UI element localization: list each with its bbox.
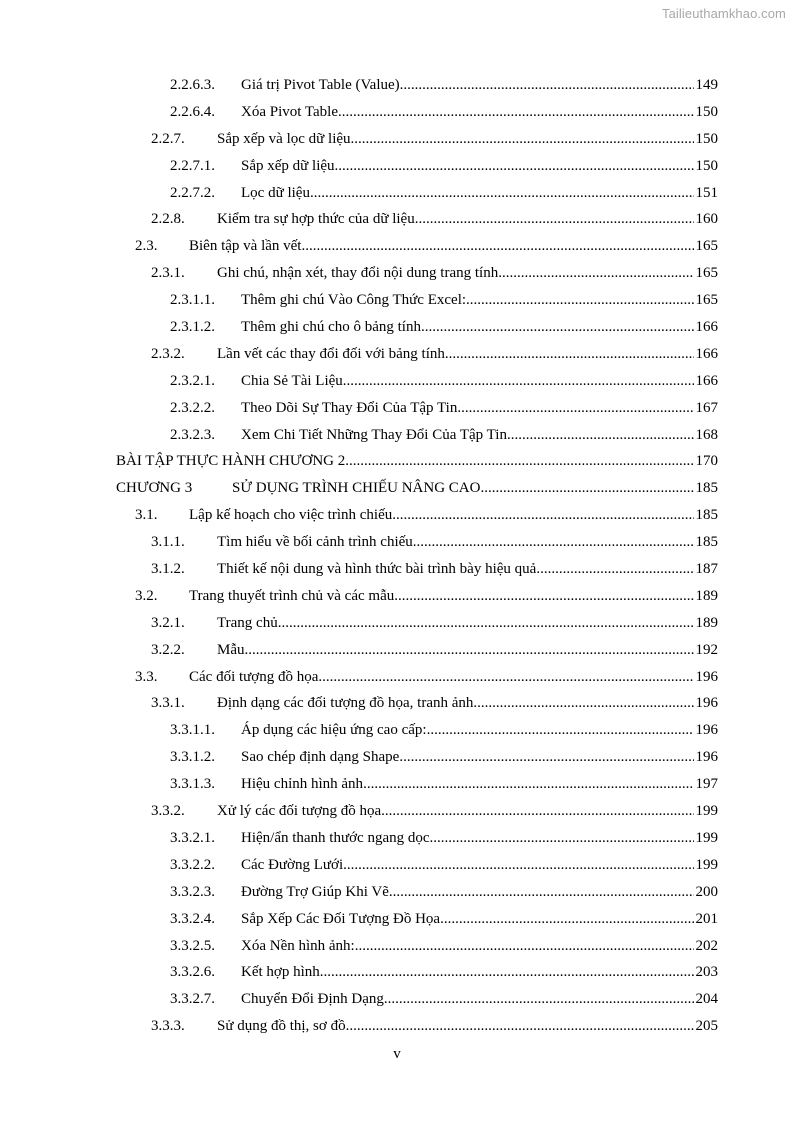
- toc-entry[interactable]: [0, 448, 794, 475]
- toc-entry[interactable]: [0, 72, 794, 99]
- dot-leader: [466, 287, 694, 314]
- toc-entry-title: Biên tập và lần vết: [189, 238, 302, 255]
- dot-leader: [355, 933, 694, 960]
- toc-entry-number: 3.3.2.2.: [170, 856, 215, 873]
- dot-leader: [335, 153, 694, 180]
- toc-entry-page: 196: [695, 744, 719, 771]
- toc-entry-page: 166: [695, 314, 719, 341]
- toc-entry[interactable]: [0, 502, 794, 529]
- toc-entry-page: 204: [695, 986, 719, 1013]
- toc-entry-title: Lần vết các thay đổi đối với bảng tính: [217, 345, 445, 362]
- toc-entry[interactable]: [0, 879, 794, 906]
- toc-entry[interactable]: [0, 959, 794, 986]
- toc-entry-title: Sao chép định dạng Shape: [241, 749, 400, 766]
- toc-entry-leader: [241, 314, 694, 341]
- toc-entry-leader: [189, 502, 694, 529]
- toc-entry-title: Trang chủ: [217, 614, 278, 631]
- toc-entry-leader: [241, 153, 694, 180]
- toc-entry-leader: [241, 852, 694, 879]
- toc-entry-title: Các đối tượng đồ họa: [189, 668, 319, 685]
- toc-entry-number: 2.2.7.: [151, 130, 185, 147]
- toc-entry[interactable]: [0, 314, 794, 341]
- toc-entry[interactable]: [0, 637, 794, 664]
- toc-entry-number: 3.2.: [135, 587, 158, 604]
- toc-entry-page: 185: [695, 475, 719, 502]
- toc-entry-page: 166: [695, 341, 719, 368]
- toc-entry-number: 3.2.2.: [151, 641, 185, 658]
- toc-entry[interactable]: [0, 529, 794, 556]
- dot-leader: [421, 314, 694, 341]
- dot-leader: [320, 959, 694, 986]
- toc-entry-page: 199: [695, 825, 719, 852]
- toc-entry-title: Tìm hiểu về bối cảnh trình chiếu: [217, 534, 413, 551]
- toc-entry-number: 3.3.2.3.: [170, 883, 215, 900]
- toc-entry-title: Sắp xếp và lọc dữ liệu: [217, 130, 351, 147]
- toc-entry-title: Chuyển Đổi Định Dạng: [241, 991, 384, 1008]
- dot-leader: [301, 233, 694, 260]
- toc-entry-title: Sử dụng đồ thị, sơ đồ: [217, 1018, 346, 1035]
- toc-entry-page: 202: [695, 933, 719, 960]
- dot-leader: [415, 206, 694, 233]
- toc-entry-number: 2.2.6.3.: [170, 77, 215, 93]
- toc-entry-number: 3.3.1.3.: [170, 776, 215, 793]
- toc-entry-number: 2.3.1.1.: [170, 292, 215, 309]
- toc-entry-leader: [241, 771, 694, 798]
- toc-entry-title: Trang thuyết trình chủ và các mẫu: [189, 587, 395, 604]
- toc-entry-page: 166: [695, 368, 719, 395]
- toc-entry-page: 151: [695, 180, 719, 207]
- dot-leader: [399, 744, 694, 771]
- dot-leader: [351, 126, 694, 153]
- dot-leader: [400, 72, 694, 99]
- toc-entry-title: Đường Trợ Giúp Khi Vẽ: [241, 883, 389, 900]
- toc-entry-leader: [241, 368, 694, 395]
- toc-entry-page: 167: [695, 395, 719, 422]
- dot-leader: [363, 771, 694, 798]
- toc-entry-leader: [217, 529, 694, 556]
- dot-leader: [245, 637, 695, 664]
- toc-entry-title: Hiệu chỉnh hình ảnh: [241, 776, 364, 793]
- toc-entry-leader: [241, 99, 694, 126]
- toc-entry-page: 150: [695, 126, 719, 153]
- toc-entry-leader: [241, 395, 694, 422]
- toc-entry-number: 2.2.8.: [151, 211, 185, 228]
- toc-entry[interactable]: [0, 260, 794, 287]
- toc-entry-number: 3.3.2.1.: [170, 829, 215, 846]
- toc-entry-title: BÀI TẬP THỰC HÀNH CHƯƠNG 2: [116, 453, 346, 470]
- dot-leader: [310, 180, 694, 207]
- dot-leader: [473, 690, 694, 717]
- toc-entry[interactable]: [0, 341, 794, 368]
- toc-entry-leader: [217, 610, 694, 637]
- toc-entry-leader: [241, 422, 694, 449]
- toc-entry-page: 185: [695, 529, 719, 556]
- toc-entry-page: 196: [695, 690, 719, 717]
- toc-entry-number: 3.1.2.: [151, 561, 185, 578]
- dot-leader: [480, 475, 694, 502]
- dot-leader: [346, 1013, 694, 1040]
- toc-entry-number: 2.3.2.2.: [170, 399, 215, 416]
- watermark-text: Tailieuthamkhao.com: [661, 6, 786, 21]
- toc-entry-number: 3.2.1.: [151, 614, 185, 631]
- toc-entry-title: Định dạng các đối tượng đồ họa, tranh ảnh: [217, 695, 474, 712]
- toc-entry[interactable]: [0, 99, 794, 126]
- dot-leader: [338, 99, 694, 126]
- toc-entry-leader: [241, 879, 694, 906]
- dot-leader: [384, 986, 694, 1013]
- toc-entry[interactable]: [0, 664, 794, 691]
- dot-leader: [413, 529, 694, 556]
- toc-entry[interactable]: [0, 153, 794, 180]
- toc-entry-page: 150: [695, 153, 719, 180]
- toc-entry-page: 203: [695, 959, 719, 986]
- toc-entry-number: 2.3.2.3.: [170, 426, 215, 443]
- toc-entry-title: Xem Chi Tiết Những Thay Đổi Của Tập Tin: [241, 426, 507, 443]
- toc-entry-leader: [241, 986, 694, 1013]
- toc-entry-leader: [116, 448, 694, 475]
- dot-leader: [343, 852, 694, 879]
- toc-entry[interactable]: [0, 825, 794, 852]
- toc-entry-leader: [217, 556, 694, 583]
- toc-entry-number: 3.3.2.4.: [170, 910, 215, 927]
- toc-entry-title: Thêm ghi chú Vào Công Thức Excel:: [241, 292, 467, 309]
- toc-entry-leader: [189, 664, 694, 691]
- dot-leader: [318, 664, 694, 691]
- toc-entry-title: Lọc dữ liệu: [241, 184, 310, 201]
- toc-entry[interactable]: [0, 556, 794, 583]
- dot-leader: [278, 610, 694, 637]
- toc-entry-title: Ghi chú, nhận xét, thay đổi nội dung trang tính: [217, 265, 499, 282]
- toc-entry-number: 3.3.2.7.: [170, 991, 215, 1008]
- toc-entry-leader: [241, 959, 694, 986]
- toc-entry-title: Giá trị Pivot Table (Value): [241, 77, 400, 93]
- toc-entry-title: SỬ DỤNG TRÌNH CHIẾU NÂNG CAO: [232, 480, 481, 497]
- toc-entry-leader: [217, 690, 694, 717]
- toc-entry-leader: [217, 126, 694, 153]
- toc-entry-number: 2.3.: [135, 238, 158, 255]
- toc-entry-page: 185: [695, 502, 719, 529]
- toc-entry-leader: [232, 475, 694, 502]
- toc-entry[interactable]: [0, 610, 794, 637]
- dot-leader: [445, 341, 694, 368]
- toc-entry-page: 160: [695, 206, 719, 233]
- toc-entry-leader: [241, 744, 694, 771]
- toc-entry[interactable]: [0, 206, 794, 233]
- toc-entry-leader: [241, 717, 694, 744]
- toc-entry-page: 201: [695, 906, 719, 933]
- toc-entry[interactable]: [0, 690, 794, 717]
- toc-entry-leader: [217, 798, 694, 825]
- toc-entry-title: Áp dụng các hiệu ứng cao cấp:: [241, 722, 427, 739]
- toc-entry-number: 2.2.7.2.: [170, 184, 215, 201]
- toc-entry-page: 199: [695, 852, 719, 879]
- toc-entry-number: 2.2.7.1.: [170, 157, 215, 174]
- toc-entry-page: 168: [695, 422, 719, 449]
- toc-entry-number: 3.3.1.: [151, 695, 185, 712]
- toc-entry-title: Xóa Nền hình ảnh:: [241, 937, 355, 954]
- dot-leader: [392, 502, 694, 529]
- toc-entry[interactable]: [0, 744, 794, 771]
- dot-leader: [498, 260, 694, 287]
- toc-entry-page: 196: [695, 717, 719, 744]
- toc-entry[interactable]: [0, 126, 794, 153]
- toc-entry-number: 3.3.3.: [151, 1018, 185, 1035]
- toc-entry-title: Chia Sẻ Tài Liệu: [241, 372, 343, 389]
- toc-entry-title: Thiết kế nội dung và hình thức bài trình bày hiệu quả: [217, 561, 537, 578]
- toc-entry[interactable]: [0, 852, 794, 879]
- toc-entry-number: 3.3.2.6.: [170, 964, 215, 981]
- toc-entry-page: 165: [695, 260, 719, 287]
- toc-entry-title: Mẫu: [217, 641, 245, 658]
- toc-entry-page: 170: [695, 448, 719, 475]
- toc-entry-leader: [241, 287, 694, 314]
- toc-entry-leader: [241, 180, 694, 207]
- toc-entry-page: 199: [695, 798, 719, 825]
- toc-entry-leader: [241, 825, 694, 852]
- toc-entry-page: 189: [695, 610, 719, 637]
- dot-leader: [457, 395, 694, 422]
- toc-entry-title: Các Đường Lưới: [241, 856, 344, 873]
- dot-leader: [394, 583, 694, 610]
- toc-entry[interactable]: [0, 233, 794, 260]
- toc-entry-number: 3.3.2.5.: [170, 937, 215, 954]
- toc-entry-leader: [241, 906, 694, 933]
- toc-entry-number: 3.3.1.1.: [170, 722, 215, 739]
- toc-entry[interactable]: [0, 395, 794, 422]
- toc-entry-number: 3.1.: [135, 507, 158, 524]
- dot-leader: [430, 825, 694, 852]
- toc-entry[interactable]: [0, 771, 794, 798]
- toc-entry-title: Sắp Xếp Các Đối Tượng Đồ Họa: [241, 910, 441, 927]
- toc-entry[interactable]: [0, 906, 794, 933]
- toc-entry-leader: [189, 233, 694, 260]
- dot-leader: [343, 368, 694, 395]
- toc-entry-title: Hiện/ẩn thanh thước ngang dọc: [241, 829, 430, 846]
- dot-leader: [345, 448, 694, 475]
- toc-entry-title: Kết hợp hình: [241, 964, 320, 981]
- dot-leader: [536, 556, 694, 583]
- toc-entry-leader: [217, 260, 694, 287]
- toc-entry-page: 165: [695, 287, 719, 314]
- toc-entry-page: 150: [695, 99, 719, 126]
- toc-entry-title: Xóa Pivot Table: [241, 103, 338, 120]
- toc-entry-title: Xử lý các đối tượng đồ họa: [217, 803, 382, 820]
- toc-entry-leader: [217, 206, 694, 233]
- toc-entry[interactable]: [0, 180, 794, 207]
- toc-entry[interactable]: [0, 986, 794, 1013]
- toc-entry-number: CHƯƠNG 3: [116, 480, 193, 497]
- toc-entry-number: 3.3.1.2.: [170, 749, 215, 766]
- toc-entry[interactable]: [0, 583, 794, 610]
- toc-entry[interactable]: [0, 933, 794, 960]
- toc-entry-number: 2.3.1.2.: [170, 319, 215, 336]
- toc-entry-number: 3.1.1.: [151, 534, 185, 551]
- toc-entry-title: Lập kế hoạch cho việc trình chiếu: [189, 507, 393, 524]
- toc-entry[interactable]: [0, 1013, 794, 1040]
- toc-entry-number: 2.3.2.1.: [170, 372, 215, 389]
- toc-entry-number: 2.2.6.4.: [170, 103, 215, 120]
- toc-entry-page: 192: [695, 637, 719, 664]
- toc-entry-number: 2.3.1.: [151, 265, 185, 282]
- dot-leader: [381, 798, 694, 825]
- toc-entry[interactable]: [0, 475, 794, 502]
- toc-entry[interactable]: [0, 368, 794, 395]
- table-of-contents: [0, 72, 794, 1040]
- toc-entry-title: Thêm ghi chú cho ô bảng tính: [241, 319, 421, 336]
- toc-entry-number: 3.3.2.: [151, 803, 185, 820]
- toc-entry-title: Theo Dõi Sự Thay Đổi Của Tập Tin: [241, 399, 458, 416]
- dot-leader: [507, 422, 694, 449]
- toc-entry-title: Kiểm tra sự hợp thức của dữ liệu: [217, 211, 415, 228]
- toc-entry-page: 197: [695, 771, 719, 798]
- toc-entry-page: 205: [695, 1013, 719, 1040]
- toc-entry[interactable]: [0, 798, 794, 825]
- toc-entry[interactable]: [0, 287, 794, 314]
- toc-entry-page: 149: [695, 72, 719, 99]
- dot-leader: [440, 906, 694, 933]
- toc-entry-leader: [241, 933, 694, 960]
- toc-entry-leader: [241, 72, 694, 99]
- toc-entry-leader: [217, 341, 694, 368]
- dot-leader: [427, 717, 694, 744]
- toc-entry[interactable]: [0, 717, 794, 744]
- toc-entry-leader: [217, 637, 694, 664]
- toc-entry-page: 200: [695, 879, 719, 906]
- toc-entry-page: 189: [695, 583, 719, 610]
- dot-leader: [389, 879, 694, 906]
- page-number: v: [393, 1046, 401, 1062]
- toc-entry-page: 196: [695, 664, 719, 691]
- toc-entry[interactable]: [0, 422, 794, 449]
- toc-entry-number: 3.3.: [135, 668, 158, 685]
- toc-entry-leader: [217, 1013, 694, 1040]
- toc-entry-page: 165: [695, 233, 719, 260]
- toc-entry-page: 187: [695, 556, 719, 583]
- toc-entry-leader: [189, 583, 694, 610]
- toc-entry-title: Sắp xếp dữ liệu: [241, 157, 335, 174]
- toc-entry-number: 2.3.2.: [151, 345, 185, 362]
